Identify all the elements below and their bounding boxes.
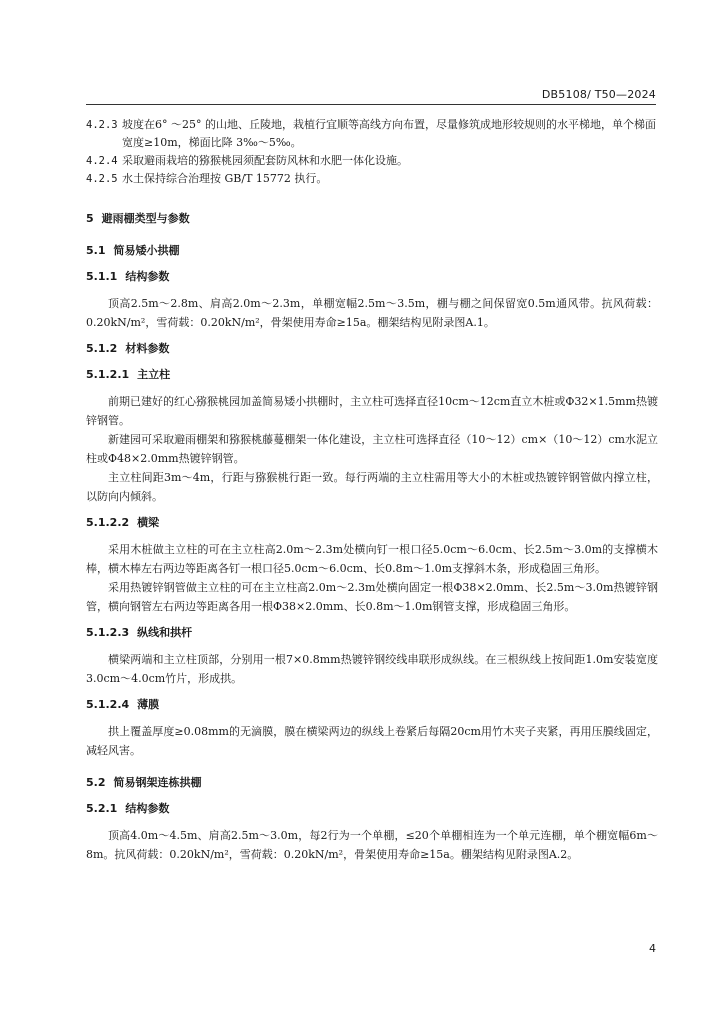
clause-4-2-5 <box>86 170 658 188</box>
clause-number: 4.2.4 <box>86 155 118 167</box>
heading-title: 纵线和拱杆 <box>137 626 193 639</box>
paragraph: 主立柱间距3m～4m，行距与猕猴桃行距一致。每行两端的主立柱需用等大小的木桩或热镀锌钢管做内撑立柱，以防向内倾斜。 <box>86 471 658 503</box>
paragraph: 顶高4.0m～4.5m、肩高2.5m～3.0m，每2行为一个单棚，≤20个单棚相连为一个单元连棚，单个棚宽幅6m～8m。抗风荷载：0.20kN/m²，雪荷载：0.20kN/m²，骨架使用寿命≥15a。棚架结构见附录图A.2。 <box>86 829 658 861</box>
heading-number: 5.1 <box>86 244 106 257</box>
paragraph: 拱上覆盖厚度≥0.08mm的无滴膜，膜在横梁两边的纵线上卷紧后每隔20cm用竹木夹子夹紧，再用压膜线固定，减轻风害。 <box>86 725 658 757</box>
page-number: 4 <box>649 942 656 955</box>
heading-number: 5.1.2.3 <box>86 626 130 639</box>
clause-number: 4.2.3 <box>86 119 118 131</box>
page-content <box>86 116 658 864</box>
heading-number: 5.1.2.2 <box>86 516 130 529</box>
clause-text: 坡度在6° ～25° 的山地、丘陵地，栽植行宜顺等高线方向布置，尽量修筑成地形较规则的水平梯地，单个梯面宽度≥10m，梯面比降 3‰～5‰。 <box>122 118 656 149</box>
header-rule <box>86 104 656 105</box>
heading-5-2-1 <box>86 800 658 818</box>
paragraph: 采用木桩做主立柱的可在主立柱高2.0m～2.3m处横向钉一根口径5.0cm～6.0cm、长2.5m～3.0m的支撑横木棒，横木棒左右两边等距离各钉一根口径5.0cm～6.0cm、长0.8m～1.0m支撑斜木条，形成稳固三角形。 <box>86 543 658 575</box>
heading-number: 5.1.1 <box>86 270 118 283</box>
heading-5-1-2-1 <box>86 366 658 384</box>
clause-4-2-4 <box>86 152 658 170</box>
heading-title: 避雨棚类型与参数 <box>101 212 190 225</box>
clause-number: 4.2.5 <box>86 173 118 185</box>
heading-5-1-1 <box>86 268 658 286</box>
heading-5-1-2-2 <box>86 514 658 532</box>
heading-title: 横梁 <box>137 516 160 529</box>
clause-text: 水土保持综合治理按 GB/T 15772 执行。 <box>122 172 328 185</box>
heading-5-1 <box>86 242 658 260</box>
heading-number: 5.2.1 <box>86 802 118 815</box>
paragraph: 前期已建好的红心猕猴桃园加盖简易矮小拱棚时，主立柱可选择直径10cm～12cm直立木桩或Φ32×1.5mm热镀锌钢管。 <box>86 395 658 427</box>
heading-5-1-2-4 <box>86 696 658 714</box>
heading-title: 材料参数 <box>125 342 170 355</box>
document-code: DB5108/ T50—2024 <box>541 88 656 101</box>
heading-title: 主立柱 <box>137 368 171 381</box>
heading-number: 5 <box>86 212 94 225</box>
heading-title: 薄膜 <box>137 698 160 711</box>
heading-number: 5.2 <box>86 776 106 789</box>
heading-number: 5.1.2.1 <box>86 368 130 381</box>
paragraph: 顶高2.5m～2.8m、肩高2.0m～2.3m，单棚宽幅2.5m～3.5m，棚与棚之间保留宽0.5m通风带。抗风荷载：0.20kN/m²，雪荷载：0.20kN/m²，骨架使用寿命≥15a。棚架结构见附录图A.1。 <box>86 297 658 329</box>
heading-title: 结构参数 <box>125 802 170 815</box>
section-heading-5 <box>86 210 658 228</box>
heading-5-1-2-3 <box>86 624 658 642</box>
heading-5-1-2 <box>86 340 658 358</box>
heading-number: 5.1.2.4 <box>86 698 130 711</box>
heading-title: 结构参数 <box>125 270 170 283</box>
clause-text: 采取避雨栽培的猕猴桃园须配套防风林和水肥一体化设施。 <box>122 154 408 167</box>
paragraph: 采用热镀锌钢管做主立柱的可在主立柱高2.0m～2.3m处横向固定一根Φ38×2.0mm、长2.5m～3.0m热镀锌钢管，横向钢管左右两边等距离各用一根Φ38×2.0mm、长0.8m～1.0m钢管支撑，形成稳固三角形。 <box>86 581 658 613</box>
heading-title: 简易矮小拱棚 <box>113 244 180 257</box>
heading-number: 5.1.2 <box>86 342 118 355</box>
paragraph: 横梁两端和主立柱顶部，分别用一根7×0.8mm热镀锌钢绞线串联形成纵线。在三根纵线上按间距1.0m安装宽度3.0cm～4.0cm竹片，形成拱。 <box>86 653 658 685</box>
clause-4-2-3 <box>86 116 658 152</box>
heading-title: 简易钢架连栋拱棚 <box>113 776 202 789</box>
heading-5-2 <box>86 774 658 792</box>
paragraph: 新建园可采取避雨棚架和猕猴桃藤蔓棚架一体化建设，主立柱可选择直径（10～12）cm×（10～12）cm水泥立柱或Φ48×2.0mm热镀锌钢管。 <box>86 433 658 465</box>
